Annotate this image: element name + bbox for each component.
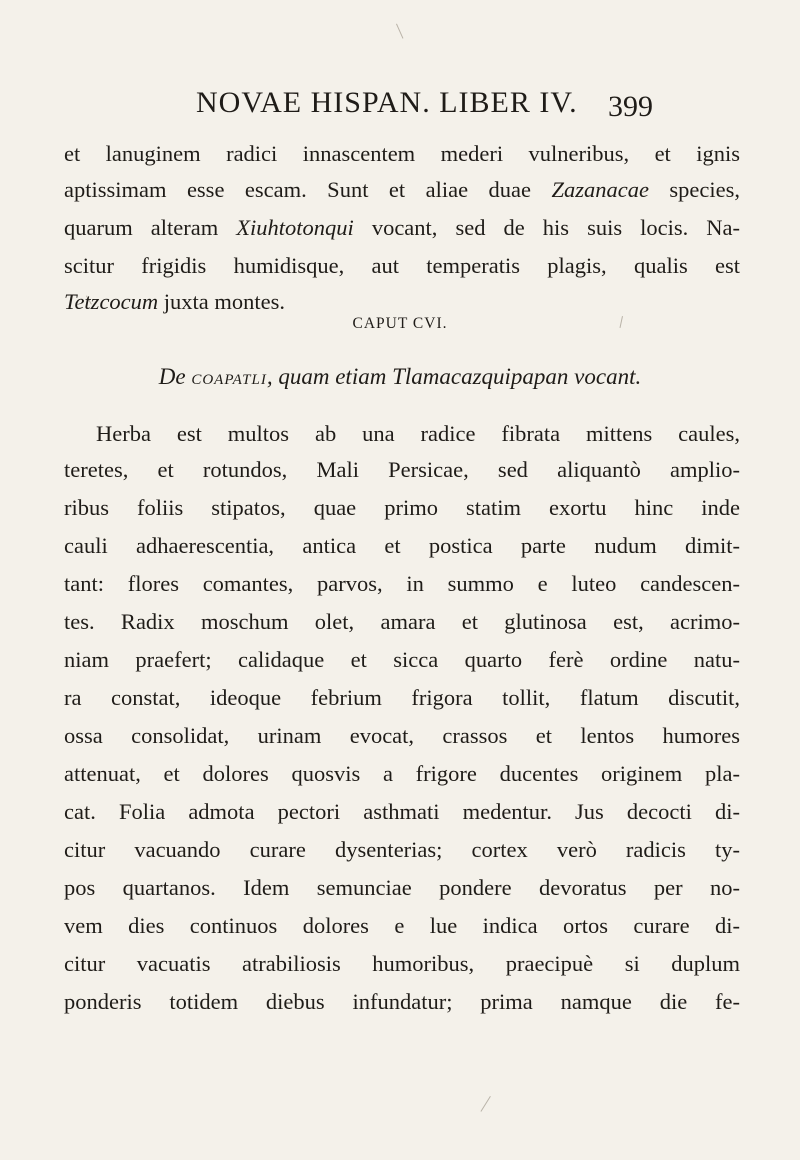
paper-blemish bbox=[480, 1096, 490, 1112]
text-line: cauli adhaerescentia, antica et postica parte nudum dimit- bbox=[64, 533, 740, 558]
text-line: ra constat, ideoque febrium frigora tollit, flatum discutit, bbox=[64, 685, 740, 710]
text-line: citur vacuando curare dysenterias; cortex verò radicis ty- bbox=[64, 837, 740, 862]
text-line: ponderis totidem diebus infundatur; prima namque die fe- bbox=[64, 989, 740, 1014]
text-line: quarum alteram Xiuhtotonqui vocant, sed de his suis locis. Na- bbox=[64, 215, 741, 240]
text-line: scitur frigidis humidisque, aut temperatis plagis, qualis est bbox=[64, 253, 740, 278]
text-line: Tetzcocum juxta montes. bbox=[64, 289, 286, 314]
text-line: niam praefert; calidaque et sicca quarto ferè ordine natu- bbox=[64, 647, 740, 672]
text-line: pos quartanos. Idem semunciae pondere devoratus per no- bbox=[64, 875, 740, 900]
page-number: 399 bbox=[608, 90, 653, 123]
text-line: et lanuginem radici innascentem mederi vulneribus, et ignis bbox=[64, 141, 740, 166]
chapter-title: De COAPATLI, quam etiam Tlamacazquipapan vocant. bbox=[158, 364, 642, 389]
text-line: citur vacuatis atrabiliosis humoribus, praecipuè si duplum bbox=[64, 951, 740, 976]
text-line: ribus foliis stipatos, quae primo statim exortu hinc inde bbox=[64, 495, 740, 520]
chapter-number: CAPUT CVI. bbox=[352, 315, 448, 332]
paper-blemish bbox=[396, 24, 403, 39]
text-line: aptissimam esse escam. Sunt et aliae duae Zazanacae species, bbox=[64, 177, 740, 202]
text-line: tant: flores comantes, parvos, in summo e luteo candescen- bbox=[64, 571, 740, 596]
text-line: vem dies continuos dolores e lue indica ortos curare di- bbox=[64, 913, 740, 938]
text-line: cat. Folia admota pectori asthmati medentur. Jus decocti di- bbox=[64, 799, 740, 824]
running-title: NOVAE HISPAN. LIBER IV. bbox=[196, 86, 578, 119]
text-line: ossa consolidat, urinam evocat, crassos et lentos humores bbox=[64, 723, 740, 748]
text-line: teretes, et rotundos, Mali Persicae, sed aliquantò amplio- bbox=[64, 457, 740, 482]
text-line: Herba est multos ab una radice fibrata mittens caules, bbox=[96, 421, 740, 446]
text-line: tes. Radix moschum olet, amara et glutinosa est, acrimo- bbox=[64, 609, 740, 634]
text-line: attenuat, et dolores quosvis a frigore ducentes originem pla- bbox=[64, 761, 740, 786]
